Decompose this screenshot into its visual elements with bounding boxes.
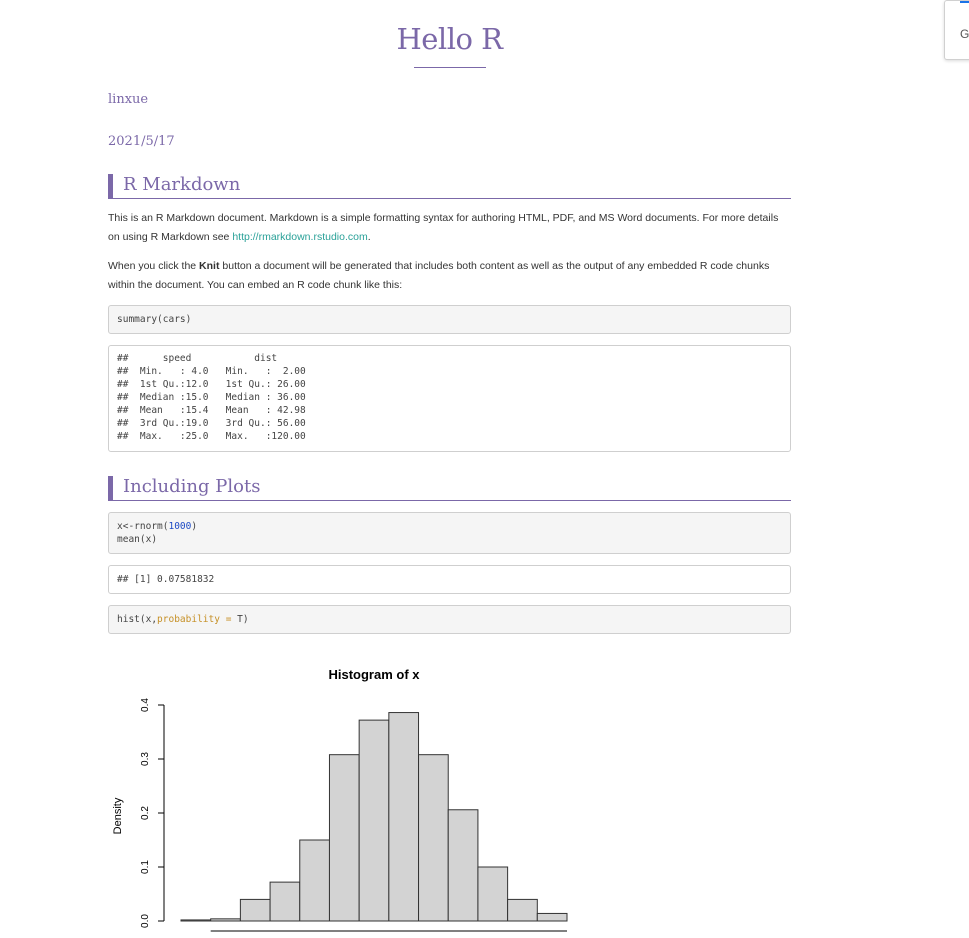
widget-label: G <box>960 27 969 41</box>
heading-text: Including Plots <box>123 476 261 497</box>
code-line <box>109 606 790 626</box>
rmarkdown-link[interactable]: http://rmarkdown.rstudio.com <box>232 231 368 243</box>
widget-indicator <box>960 1 969 3</box>
code-argument: probability <box>157 614 220 625</box>
paragraph-knit <box>108 257 791 295</box>
histogram-bar <box>537 913 567 921</box>
author: linxue <box>108 92 149 107</box>
code-chunk-rnorm <box>108 512 791 554</box>
histogram-bar <box>419 755 449 921</box>
code-line-1 <box>109 513 790 533</box>
code-token: x<-rnorm( <box>117 521 169 532</box>
date: 2021/5/17 <box>108 134 175 149</box>
chart-title: Histogram of x <box>328 667 420 682</box>
paragraph-intro <box>108 209 791 247</box>
paragraph-text: When you click the <box>108 260 200 272</box>
code-line: summary(cars) <box>117 314 192 325</box>
code-token: hist(x, <box>117 614 158 625</box>
code-token: T) <box>237 614 249 625</box>
code-output-summary <box>108 345 791 452</box>
output-line: ## [1] 0.07581832 <box>117 574 215 585</box>
histogram-bar <box>389 713 419 921</box>
heading-bar <box>108 174 113 198</box>
section-heading-including-plots <box>108 476 791 501</box>
y-axis-label: Density <box>112 797 124 835</box>
code-number: 1000 <box>168 521 192 532</box>
y-tick-label: 0.0 <box>140 914 151 928</box>
histogram-bar <box>300 840 330 921</box>
code-chunk-summary <box>108 305 791 334</box>
histogram-bar <box>211 919 241 921</box>
heading-bar <box>108 476 113 500</box>
histogram-bar <box>240 899 270 921</box>
paragraph-text-rest: button a document will be generated that includes both content as well as the output of any embedded R code chunks within the document. You can embed an R code chunk like this: <box>108 260 770 291</box>
y-tick-label: 0.3 <box>140 752 151 766</box>
paragraph-text: This is an R Markdown document. Markdown is a simple formatting syntax for authoring HTML, PDF, and MS Word documents. For more details on using R Markdown see <box>108 212 779 243</box>
histogram-bar <box>359 720 389 921</box>
y-tick-label: 0.1 <box>140 860 151 874</box>
code-line-2: mean(x) <box>117 534 158 545</box>
histogram-bar <box>329 755 359 921</box>
histogram-bar <box>270 882 300 921</box>
code-chunk-hist <box>108 605 791 634</box>
paragraph-end: . <box>367 231 371 243</box>
histogram-bar <box>478 867 508 921</box>
code-operator: = <box>219 614 238 625</box>
histogram-bar <box>508 899 538 921</box>
y-tick-label: 0.2 <box>140 806 151 820</box>
histogram-plot <box>108 650 791 933</box>
page-title: Hello R <box>396 22 503 56</box>
y-axis <box>140 698 164 928</box>
output-block: ## speed dist ## Min. : 4.0 Min. : 2.00 ## 1st Qu.:12.0 1st Qu.: 26.00 ## Median :15.0 Median : 36.00 ## Mean :15.4 Mean : 42.98 ## 3rd Qu.:19.0 3rd Qu.: 56.00 ## Max. :25.0 Max. :120.00 <box>117 353 306 442</box>
histogram-svg <box>108 650 791 933</box>
heading-text: R Markdown <box>123 174 241 195</box>
code-token: ) <box>191 521 198 532</box>
histogram-bar <box>181 920 211 921</box>
title-underline <box>414 67 486 68</box>
y-tick-label: 0.4 <box>140 698 151 712</box>
histogram-bars <box>181 713 567 931</box>
side-widget[interactable] <box>944 0 969 60</box>
code-output-mean <box>108 565 791 594</box>
knit-bold: Knit <box>199 260 220 272</box>
histogram-bar <box>448 810 478 921</box>
section-heading-r-markdown <box>108 174 791 199</box>
